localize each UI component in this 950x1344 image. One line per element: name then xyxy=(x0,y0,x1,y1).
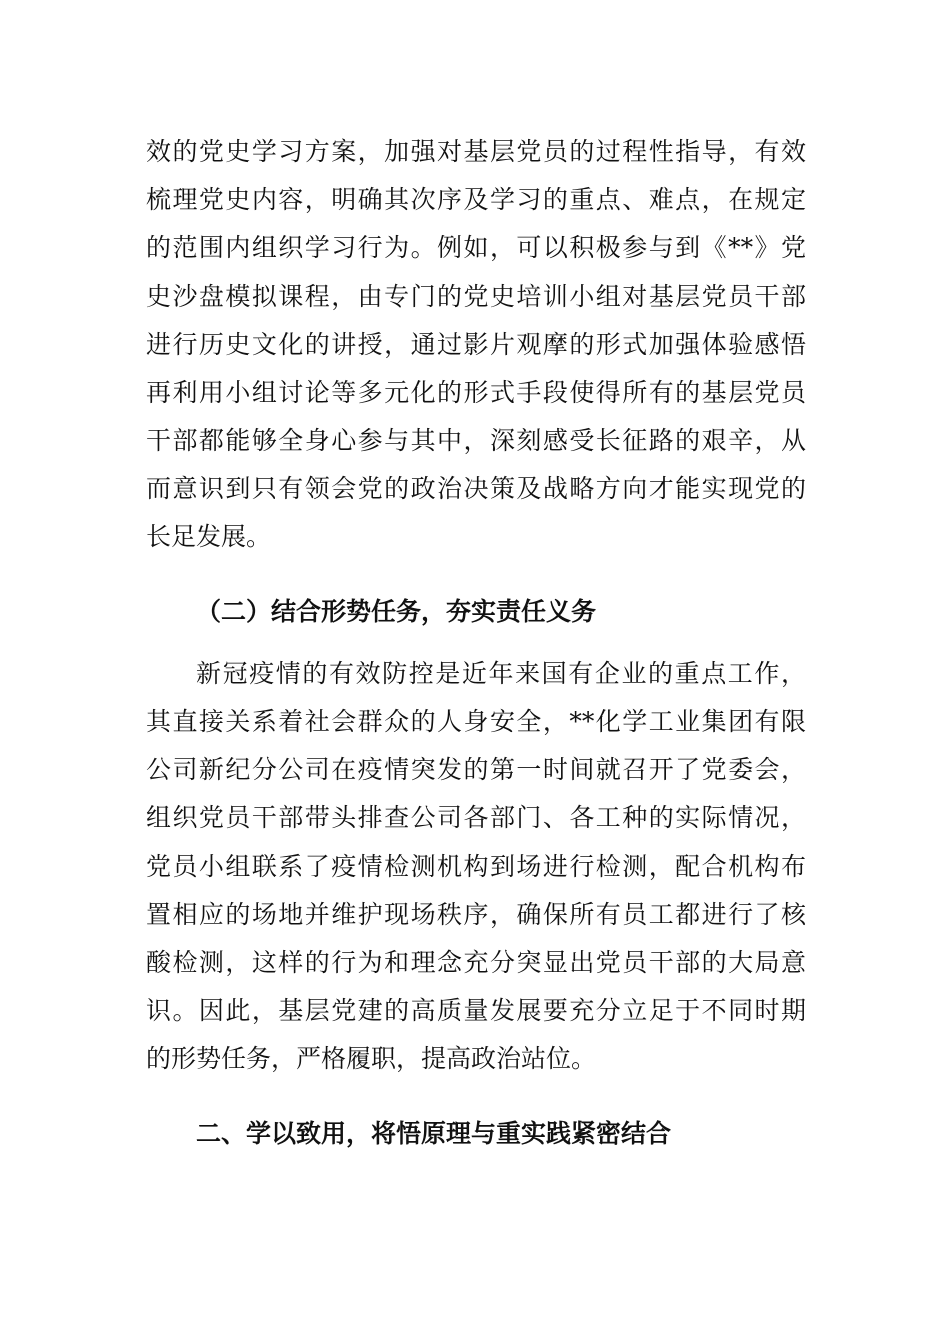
paragraph-line: 梳理党史内容，明确其次序及学习的重点、难点，在规定 xyxy=(146,185,806,214)
paragraph-line: 的形势任务，严格履职，提高政治站位。 xyxy=(146,1044,597,1073)
paragraph-line: 而意识到只有领会党的政治决策及战略方向才能实现党的 xyxy=(146,474,806,503)
paragraph-line: 进行历史文化的讲授，通过影片观摩的形式加强体验感悟 xyxy=(146,330,806,359)
section-heading: （二）结合形势任务，夯实责任义务 xyxy=(196,597,597,626)
paragraph-line: 干部都能够全身心参与其中，深刻感受长征路的艰辛，从 xyxy=(146,426,806,455)
paragraph-line: 党员小组联系了疫情检测机构到场进行检测，配合机构布 xyxy=(146,852,806,881)
paragraph-line: 史沙盘模拟课程，由专门的党史培训小组对基层党员干部 xyxy=(146,282,806,311)
paragraph-line: 长足发展。 xyxy=(146,522,272,551)
paragraph-line: 组织党员干部带头排查公司各部门、各工种的实际情况， xyxy=(146,803,806,832)
paragraph-line: 识。因此，基层党建的高质量发展要充分立足于不同时期 xyxy=(146,996,806,1025)
paragraph-line: 酸检测，这样的行为和理念充分突显出党员干部的大局意 xyxy=(146,948,806,977)
paragraph-line: 公司新纪分公司在疫情突发的第一时间就召开了党委会， xyxy=(146,755,806,784)
paragraph-line: 置相应的场地并维护现场秩序，确保所有员工都进行了核 xyxy=(146,900,806,929)
paragraph-line: 其直接关系着社会群众的人身安全，**化学工业集团有限 xyxy=(146,707,806,736)
paragraph-line: 的范围内组织学习行为。例如，可以积极参与到《**》党 xyxy=(146,233,806,262)
paragraph-line: 效的党史学习方案，加强对基层党员的过程性指导，有效 xyxy=(146,137,806,166)
paragraph-line: 新冠疫情的有效防控是近年来国有企业的重点工作， xyxy=(196,659,806,688)
paragraph-line: 再利用小组讨论等多元化的形式手段使得所有的基层党员 xyxy=(146,378,806,407)
chapter-heading: 二、学以致用，将悟原理与重实践紧密结合 xyxy=(196,1119,672,1148)
